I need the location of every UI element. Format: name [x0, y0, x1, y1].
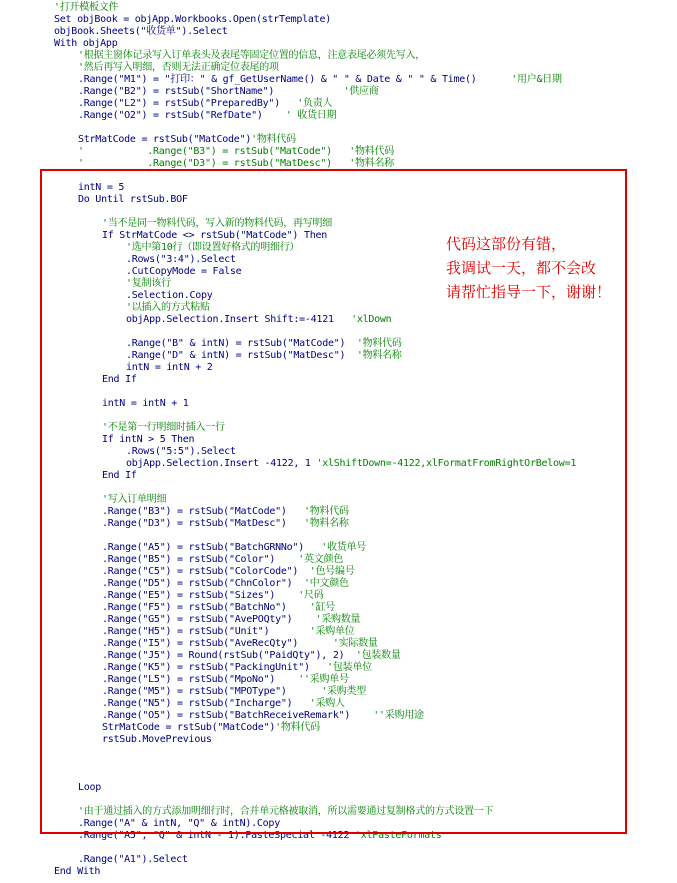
code-line: .Range("C5") = rstSub("ColorCode") '色号编号: [102, 566, 355, 577]
code-line: .Range("B" & intN) = rstSub("MatCode") '物料代码: [126, 338, 402, 349]
code-line: End If: [102, 470, 137, 481]
code-line: With objApp: [54, 38, 118, 49]
code-line: ' .Range("D3") = rstSub("MatDesc") '物料名称: [78, 158, 394, 169]
code-line: .Range("D" & intN) = rstSub("MatDesc") '物料名称: [126, 350, 402, 361]
code-line: .Range("B5") = rstSub("Color") '英文颜色: [102, 554, 343, 565]
code-line: .Range("A5") = rstSub("BatchGRNNo") '收货单号: [102, 542, 367, 553]
code-line: .CutCopyMode = False: [126, 266, 242, 277]
code-line: Loop: [78, 782, 102, 793]
code-line: '由于通过插入的方式添加明细行时，合并单元格被取消，所以需要通过复制格式的方式设置一下: [78, 806, 494, 817]
code-line: .Range("G5") = rstSub("AvePOQty") '采购数量: [102, 614, 361, 625]
code-line: ' .Range("B3") = rstSub("MatCode") '物料代码: [78, 146, 394, 157]
code-line: End If: [102, 374, 137, 385]
code-line: .Range("A1").Select: [78, 854, 188, 865]
code-line: Set objBook = objApp.Workbooks.Open(strTemplate): [54, 14, 331, 25]
code-line: If StrMatCode <> rstSub("MatCode") Then: [102, 230, 328, 241]
code-line: .Range("L2") = rstSub("PreparedBy") '负责人: [78, 98, 333, 109]
code-line: .Range("H5") = rstSub("Unit") '采购单位: [102, 626, 355, 637]
code-line: .Range("F5") = rstSub("BatchNo") '缸号: [102, 602, 336, 613]
code-line: .Range("M1") = "打印：" & gf_GetUserName() & " " & Date & " " & Time() '用户&日期: [78, 74, 562, 85]
code-line: .Range("N5") = rstSub("Incharge") '采购人: [102, 698, 345, 709]
annotation-line-2: 我调试一天，都不会改: [446, 259, 597, 277]
code-line: .Range("J5") = Round(rstSub("PaidQty"), 2) '包装数量: [102, 650, 401, 661]
code-line: intN = intN + 1: [102, 398, 189, 409]
code-line: rstSub.MovePrevious: [102, 734, 212, 745]
code-line: '当不是同一物料代码，写入新的物料代码，再写明细: [102, 218, 333, 229]
code-line: .Range("A" & intN, "Q" & intN).Copy: [78, 818, 280, 829]
code-line: objApp.Selection.Insert Shift:=-4121 'xlDown: [126, 314, 392, 325]
code-line: .Range("L5") = rstSub("MpoNo") ''采购单号: [102, 674, 349, 685]
code-line: .Range("B3") = rstSub("MatCode") '物料代码: [102, 506, 349, 517]
code-line: StrMatCode = rstSub("MatCode")'物料代码: [102, 722, 320, 733]
code-line: '以插入的方式粘贴: [126, 302, 210, 313]
code-line: .Range("I5") = rstSub("AveRecQty") '实际数量: [102, 638, 378, 649]
code-line: .Range("A5", "Q" & intN - 1).PasteSpecial -4122 'xlPasteFormats: [78, 830, 442, 841]
code-line: '写入订单明细: [102, 494, 167, 505]
code-line: .Range("B2") = rstSub("ShortName") '供应商: [78, 86, 379, 97]
code-line: .Range("E5") = rstSub("Sizes") '尺码: [102, 590, 324, 601]
code-line: StrMatCode = rstSub("MatCode")'物料代码: [78, 134, 296, 145]
code-line: .Range("D3") = rstSub("MatDesc") '物料名称: [102, 518, 349, 529]
code-line: .Range("O5") = rstSub("BatchReceiveRemark") ''采购用途: [102, 710, 424, 721]
annotation-line-3: 请帮忙指导一下，谢谢！: [446, 283, 612, 301]
code-line: If intN > 5 Then: [102, 434, 195, 445]
annotation-line-1: 代码这部份有错，: [446, 235, 567, 253]
code-line: '复制该行: [126, 278, 171, 289]
code-line: .Range("O2") = rstSub("RefDate") ' 收货日期: [78, 110, 337, 121]
code-line: .Selection.Copy: [126, 290, 213, 301]
code-line: .Range("M5") = rstSub("MPOType") '采购类型: [102, 686, 367, 697]
code-line: objApp.Selection.Insert -4122, 1 'xlShiftDown=-4122,xlFormatFromRightOrBelow=1: [126, 458, 577, 469]
code-line: '然后再写入明细，否则无法正确定位表尾的项: [78, 62, 279, 73]
code-line: Do Until rstSub.BOF: [78, 194, 188, 205]
code-line: objBook.Sheets("收货单").Select: [54, 26, 228, 37]
code-line: '根据主窗体记录写入订单表头及表尾等固定位置的信息，注意表尾必须先写入，: [78, 50, 426, 61]
code-line: .Rows("3:4").Select: [126, 254, 236, 265]
help-annotation: [446, 232, 611, 304]
code-line: .Rows("5:5").Select: [126, 446, 236, 457]
code-line: .Range("D5") = rstSub("ChnColor") '中文颜色: [102, 578, 349, 589]
code-line: intN = intN + 2: [126, 362, 213, 373]
code-line: '打开模板文件: [54, 2, 119, 13]
code-line: '选中第10行（即设置好格式的明细行）: [126, 242, 300, 253]
code-line: .Range("K5") = rstSub("PackingUnit") '包装单位: [102, 662, 372, 673]
code-line: intN = 5: [78, 182, 125, 193]
code-line: End With: [54, 866, 101, 877]
code-line: '不是第一行明细时插入一行: [102, 422, 225, 433]
